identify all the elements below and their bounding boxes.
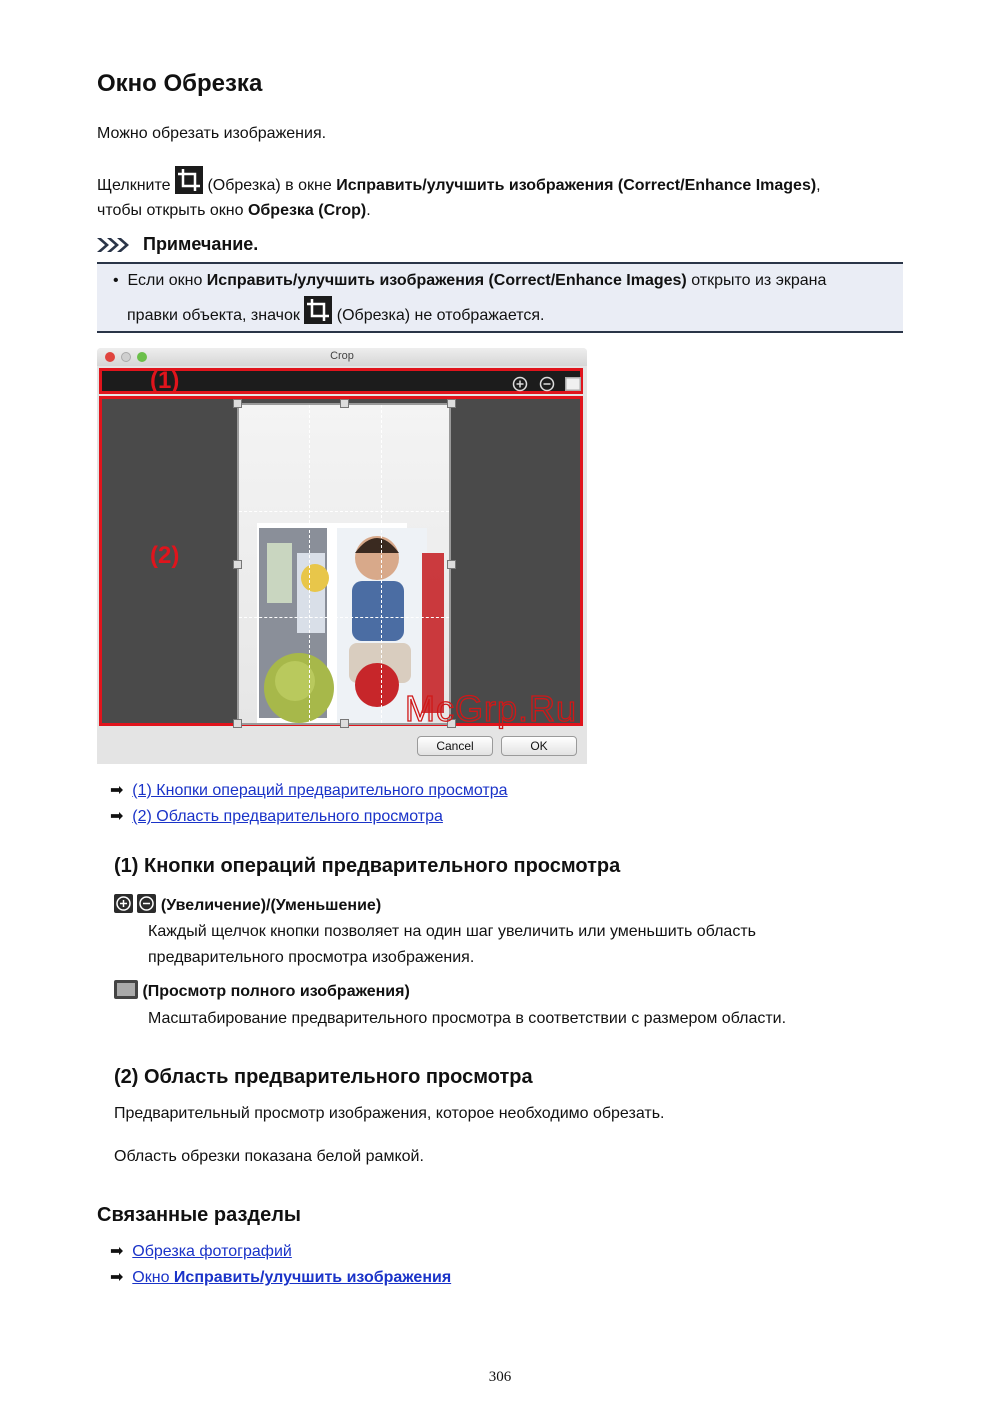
intro-text: Можно обрезать изображения.: [97, 125, 327, 142]
preview-toolbar: [99, 368, 583, 394]
label-2: (2): [150, 542, 180, 569]
note-heading: Примечание.: [97, 234, 258, 255]
full-image-view-icon[interactable]: [565, 377, 581, 391]
arrow-right-icon: ➡: [110, 1269, 124, 1286]
page-number: 306: [488, 1369, 512, 1385]
note-arrows-icon: [97, 237, 137, 253]
list-item: [110, 1267, 451, 1287]
section1-heading: (1) Кнопки операций предварительного просмотра: [114, 855, 621, 877]
zoom-out-icon: [137, 894, 156, 913]
crop-handle[interactable]: [447, 399, 456, 408]
instruction-line2: чтобы открыть окно Обрезка (Crop).: [97, 202, 371, 219]
preview-area: [99, 396, 583, 726]
window-title: Crop: [330, 350, 354, 362]
watermark: McGrp.Ru: [405, 688, 578, 729]
crop-handle[interactable]: [340, 399, 349, 408]
related-heading: Связанные разделы: [97, 1204, 301, 1226]
zoom-in-icon: [114, 894, 133, 913]
cancel-button[interactable]: Cancel: [417, 736, 493, 756]
page-title: Окно Обрезка: [97, 70, 263, 97]
crop-handle[interactable]: [233, 719, 242, 728]
instruction-line1: Щелкните (Обрезка) в окне Исправить/улучшить изображения (Correct/Enhance Images),: [97, 166, 821, 198]
list-item: [110, 1241, 292, 1261]
crop-handle[interactable]: [233, 560, 242, 569]
ok-button[interactable]: OK: [501, 736, 577, 756]
section2-desc2: Область обрезки показана белой рамкой.: [114, 1148, 424, 1165]
note-text-line1: • Если окно Исправить/улучшить изображения (Correct/Enhance Images) открыто из экрана: [113, 272, 827, 289]
section2-desc1: Предварительный просмотр изображения, которое необходимо обрезать.: [114, 1105, 665, 1122]
crop-handle[interactable]: [233, 399, 242, 408]
full-view-title: (Просмотр полного изображения): [114, 980, 410, 1004]
crop-icon: [175, 166, 203, 194]
zoom-buttons-title: (Увеличение)/(Уменьшение): [114, 894, 381, 918]
window-titlebar: [97, 348, 587, 366]
arrow-right-icon: ➡: [110, 808, 124, 825]
crop-frame[interactable]: [237, 403, 451, 725]
zoom-in-icon[interactable]: [512, 376, 528, 392]
crop-icon: [304, 296, 332, 324]
link-preview-buttons[interactable]: (1) Кнопки операций предварительного просмотра: [132, 782, 508, 799]
link-cropping-photos[interactable]: Обрезка фотографий: [132, 1243, 292, 1260]
link-correct-enhance-window[interactable]: Окно Исправить/улучшить изображения: [132, 1269, 452, 1286]
full-view-desc: Масштабирование предварительного просмотра в соответствии с размером области.: [148, 1010, 787, 1027]
list-item: [110, 806, 443, 826]
section2-heading: (2) Область предварительного просмотра: [114, 1066, 533, 1088]
link-preview-area[interactable]: (2) Область предварительного просмотра: [132, 808, 443, 825]
zoom-out-icon[interactable]: [539, 376, 555, 392]
crop-handle[interactable]: [340, 719, 349, 728]
list-item: [110, 780, 508, 800]
zoom-desc-line2: предварительного просмотра изображения.: [148, 949, 475, 966]
note-text-line2: правки объекта, значок (Обрезка) не отображается.: [127, 296, 544, 328]
arrow-right-icon: ➡: [110, 1243, 124, 1260]
arrow-right-icon: ➡: [110, 782, 124, 799]
label-1: (1): [150, 367, 180, 394]
crop-handle[interactable]: [447, 560, 456, 569]
zoom-desc-line1: Каждый щелчок кнопки позволяет на один шаг увеличить или уменьшить область: [148, 923, 756, 940]
full-image-view-icon: [114, 980, 138, 999]
